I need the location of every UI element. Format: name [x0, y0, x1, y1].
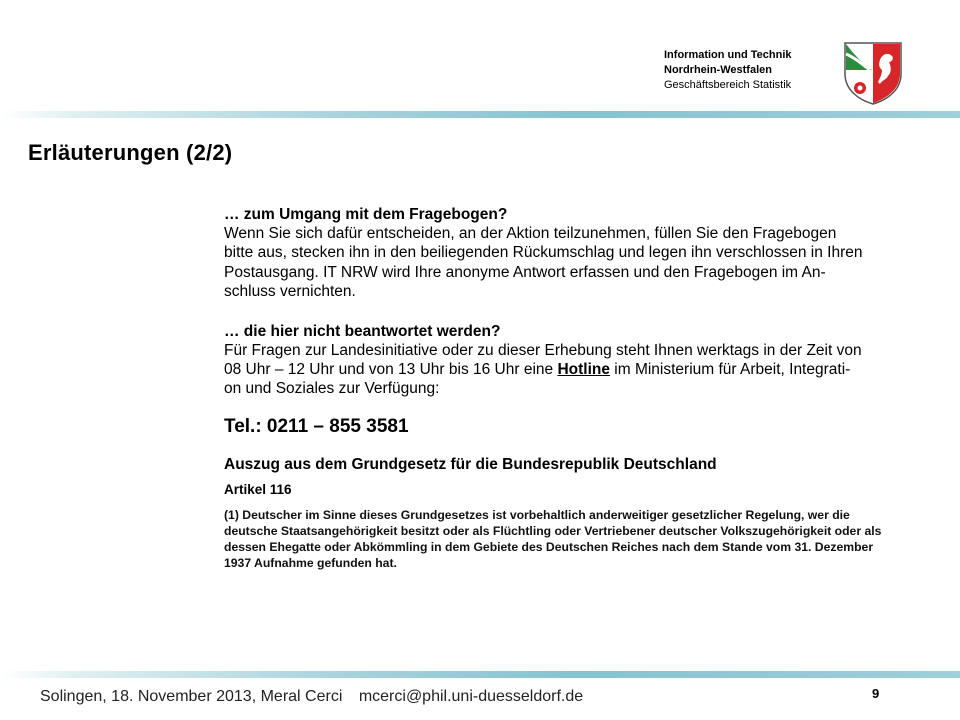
section2-heading: … die hier nicht beantwortet werden? [224, 322, 501, 340]
org-name-line3: Geschäftsbereich Statistik [664, 79, 792, 91]
footer [40, 688, 583, 706]
page-title: Erläuterungen (2/2) [28, 140, 233, 165]
law-line: dessen Ehegatte oder Abkömmling in dem Gebiete des Deutschen Reiches nach dem Stande vom 31. Dezember [224, 539, 874, 554]
slide-content [224, 205, 924, 571]
section2-line: Für Fragen zur Landesinitiative oder zu dieser Erhebung steht Ihnen werktags in der Zeit von [224, 341, 862, 359]
section1-line: schluss vernichten. [224, 283, 356, 301]
organization-block [664, 48, 834, 93]
footer-divider [0, 671, 960, 678]
law-line: 1937 Aufnahme gefunden hat. [224, 555, 397, 570]
footer-event: Solingen, 18. November 2013, Meral Cerci [40, 688, 343, 705]
section2-line [224, 360, 924, 379]
hotline-link[interactable]: Hotline [557, 361, 610, 379]
law-line: (1) Deutscher im Sinne dieses Grundgesetzes ist vorbehaltlich anderweitiger gesetzlicher Regelung, wer die [224, 507, 850, 522]
section1-heading: … zum Umgang mit dem Fragebogen? [224, 206, 508, 223]
section2-line: on und Soziales zur Verfügung: [224, 380, 440, 398]
org-name-line2: Nordrhein-Westfalen [664, 64, 772, 76]
section2-line-text: im Ministerium für Arbeit, Integrati- [609, 361, 851, 379]
org-name-line1: Information und Technik [664, 49, 792, 61]
phone-number: Tel.: 0211 – 855 3581 [224, 415, 409, 437]
page-number: 9 [872, 686, 880, 701]
law-article: Artikel 116 [224, 481, 292, 497]
nrw-coat-of-arms-icon [842, 40, 904, 106]
law-heading: Auszug aus dem Grundgesetz für die Bundesrepublik Deutschland [224, 455, 717, 473]
header-divider [0, 111, 960, 118]
footer-email[interactable]: mcerci@phil.uni-duesseldorf.de [358, 688, 584, 705]
section2-line-text: 08 Uhr – 12 Uhr und von 13 Uhr bis 16 Uhr eine [224, 361, 558, 379]
section1-line: bitte aus, stecken ihn in den beiliegenden Rückumschlag und legen ihn verschlossen in Ihren [224, 244, 863, 262]
law-line: deutsche Staatsangehörigkeit besitzt oder als Flüchtling oder Vertriebener deutscher Volkszugehörigkeit oder als [224, 523, 882, 538]
section1-line: Postausgang. IT NRW wird Ihre anonyme Antwort erfassen und den Fragebogen im An- [224, 263, 826, 281]
section1-line: Wenn Sie sich dafür entscheiden, an der Aktion teilzunehmen, füllen Sie den Fragebogen [224, 225, 837, 242]
